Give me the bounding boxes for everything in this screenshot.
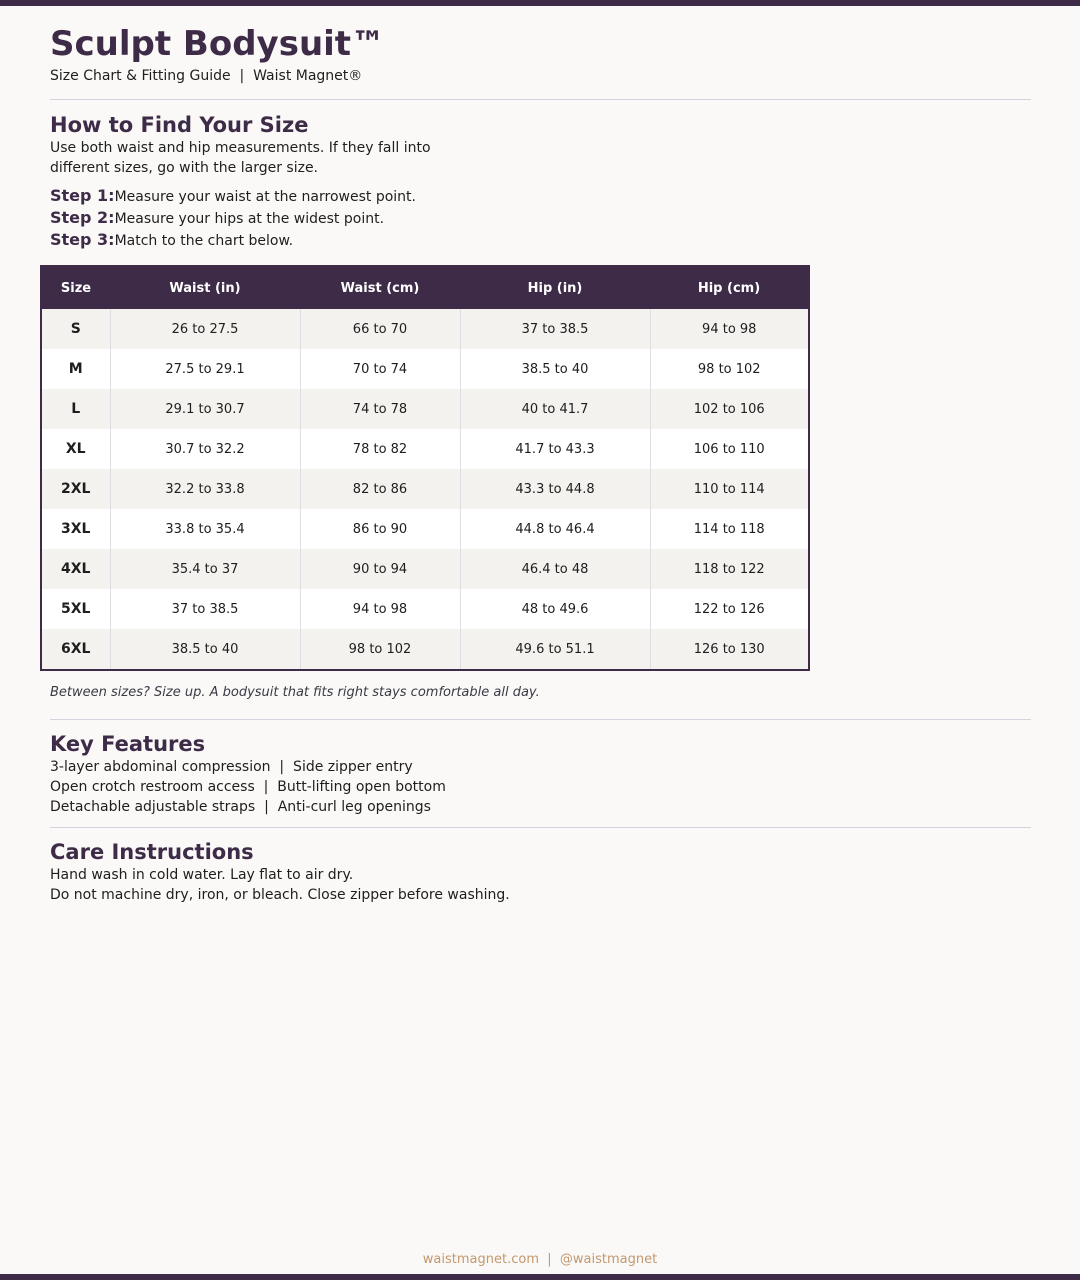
size-cell: M [42, 349, 110, 389]
feature-line: Open crotch restroom access | Butt-lifting open bottom [50, 779, 446, 795]
find-size-heading: How to Find Your Size [50, 113, 309, 137]
steps-list [50, 186, 1031, 252]
hip-in-cell: 38.5 to 40 [460, 349, 650, 389]
hip-in-cell: 40 to 41.7 [460, 389, 650, 429]
size-cell: S [42, 309, 110, 349]
top-accent-bar [0, 0, 1080, 6]
waist-in-cell: 32.2 to 33.8 [110, 469, 300, 509]
care-heading: Care Instructions [50, 840, 254, 864]
step-text: Match to the chart below. [114, 233, 294, 249]
hip-in-cell: 37 to 38.5 [460, 309, 650, 349]
hip-in-cell: 46.4 to 48 [460, 549, 650, 589]
hip-cm-cell: 94 to 98 [650, 309, 808, 349]
hip-cm-cell: 102 to 106 [650, 389, 808, 429]
waist-in-cell: 30.7 to 32.2 [110, 429, 300, 469]
step-text: Measure your waist at the narrowest point. [114, 189, 416, 205]
table-row [42, 469, 808, 509]
waist-cm-cell: 86 to 90 [300, 509, 460, 549]
waist-cm-cell: 70 to 74 [300, 349, 460, 389]
step-2 [50, 208, 1031, 230]
waist-cm-cell: 66 to 70 [300, 309, 460, 349]
size-cell: 2XL [42, 469, 110, 509]
hip-cm-cell: 110 to 114 [650, 469, 808, 509]
size-cell: L [42, 389, 110, 429]
waist-in-cell: 38.5 to 40 [110, 629, 300, 669]
divider [50, 827, 1031, 828]
hip-cm-cell: 114 to 118 [650, 509, 808, 549]
table-row [42, 509, 808, 549]
page-title: Sculpt Bodysuit™ [50, 24, 386, 64]
divider [50, 99, 1031, 100]
care-line: Do not machine dry, iron, or bleach. Close zipper before washing. [50, 887, 510, 903]
waist-cm-cell: 78 to 82 [300, 429, 460, 469]
footer-links: waistmagnet.com | @waistmagnet [422, 1252, 658, 1267]
table-row [42, 389, 808, 429]
divider [50, 719, 1031, 720]
hip-in-cell: 43.3 to 44.8 [460, 469, 650, 509]
hip-in-cell: 49.6 to 51.1 [460, 629, 650, 669]
column-header-waist-in: Waist (in) [110, 267, 300, 309]
column-header-hip-cm: Hip (cm) [650, 267, 808, 309]
hip-cm-cell: 98 to 102 [650, 349, 808, 389]
table-row [42, 589, 808, 629]
table-row [42, 349, 808, 389]
table-row [42, 629, 808, 669]
care-line: Hand wash in cold water. Lay flat to air dry. [50, 867, 354, 883]
table-row [42, 309, 808, 349]
waist-cm-cell: 98 to 102 [300, 629, 460, 669]
size-note: Between sizes? Size up. A bodysuit that fits right stays comfortable all day. [50, 685, 540, 700]
hip-cm-cell: 118 to 122 [650, 549, 808, 589]
table-row [42, 429, 808, 469]
waist-in-cell: 27.5 to 29.1 [110, 349, 300, 389]
column-header-hip-in: Hip (in) [460, 267, 650, 309]
bottom-accent-bar [0, 1274, 1080, 1280]
step-label: Step 1: [50, 186, 115, 205]
page-content [50, 23, 1031, 905]
waist-cm-cell: 94 to 98 [300, 589, 460, 629]
feature-line: 3-layer abdominal compression | Side zipper entry [50, 759, 413, 775]
hip-in-cell: 41.7 to 43.3 [460, 429, 650, 469]
page-subtitle: Size Chart & Fitting Guide | Waist Magnet® [50, 68, 363, 84]
step-label: Step 2: [50, 208, 115, 227]
waist-in-cell: 29.1 to 30.7 [110, 389, 300, 429]
find-size-intro: Use both waist and hip measurements. If they fall into different sizes, go with the larger size. [50, 140, 431, 176]
waist-in-cell: 35.4 to 37 [110, 549, 300, 589]
size-cell: 4XL [42, 549, 110, 589]
step-text: Measure your hips at the widest point. [114, 211, 385, 227]
hip-cm-cell: 126 to 130 [650, 629, 808, 669]
waist-cm-cell: 82 to 86 [300, 469, 460, 509]
size-cell: 3XL [42, 509, 110, 549]
features-heading: Key Features [50, 732, 206, 756]
hip-in-cell: 44.8 to 46.4 [460, 509, 650, 549]
hip-in-cell: 48 to 49.6 [460, 589, 650, 629]
column-header-size: Size [42, 267, 110, 309]
hip-cm-cell: 106 to 110 [650, 429, 808, 469]
waist-cm-cell: 90 to 94 [300, 549, 460, 589]
waist-in-cell: 26 to 27.5 [110, 309, 300, 349]
hip-cm-cell: 122 to 126 [650, 589, 808, 629]
step-label: Step 3: [50, 230, 115, 249]
waist-cm-cell: 74 to 78 [300, 389, 460, 429]
table-header-row [42, 267, 808, 309]
step-3 [50, 230, 1031, 252]
size-cell: 6XL [42, 629, 110, 669]
waist-in-cell: 37 to 38.5 [110, 589, 300, 629]
table-row [42, 549, 808, 589]
feature-line: Detachable adjustable straps | Anti-curl leg openings [50, 799, 431, 815]
size-cell: 5XL [42, 589, 110, 629]
column-header-waist-cm: Waist (cm) [300, 267, 460, 309]
waist-in-cell: 33.8 to 35.4 [110, 509, 300, 549]
size-cell: XL [42, 429, 110, 469]
size-chart-table [40, 265, 810, 671]
step-1 [50, 186, 1031, 208]
